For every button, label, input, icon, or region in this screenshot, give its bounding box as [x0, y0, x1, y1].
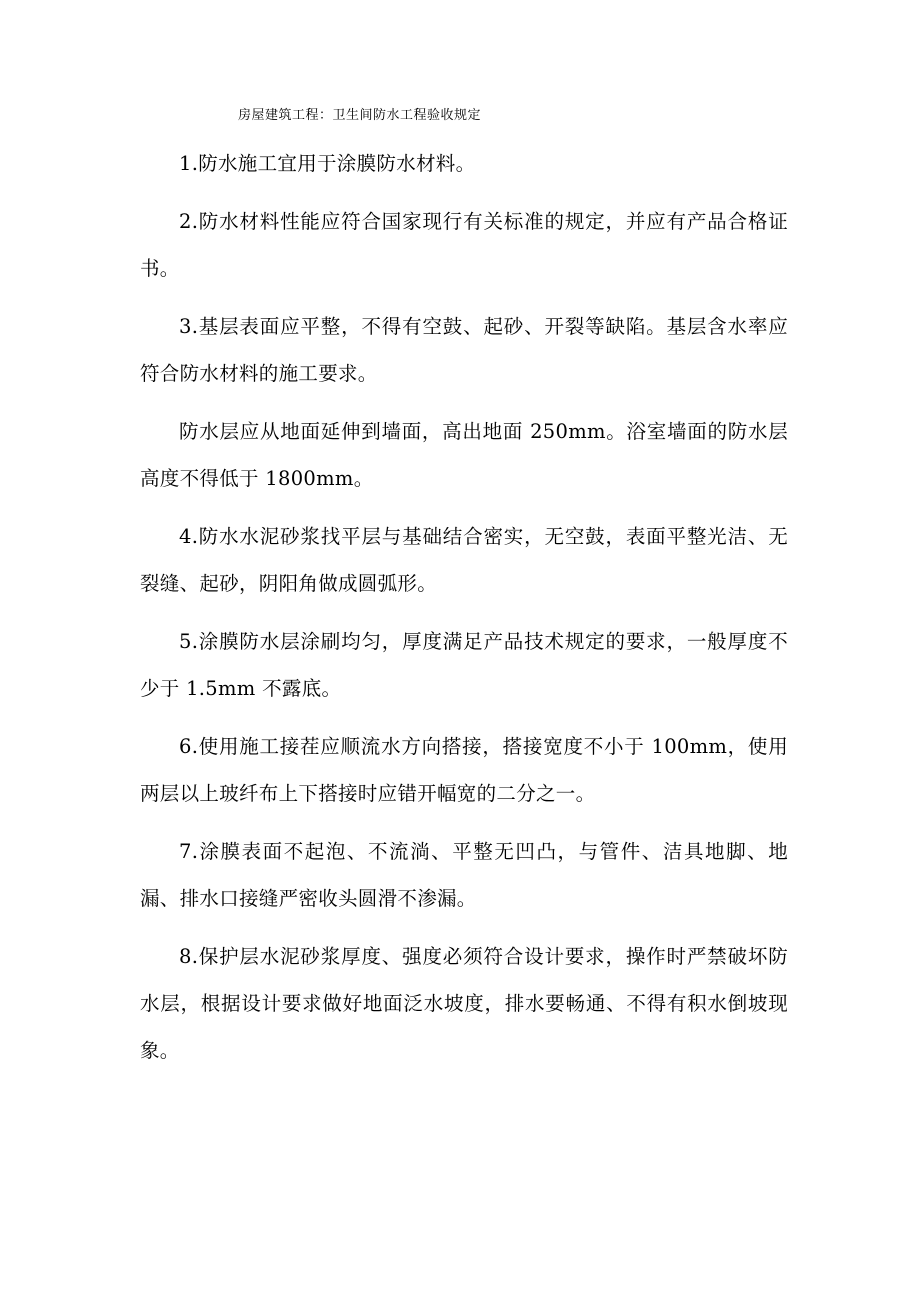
- paragraph-5: 5.涂膜防水层涂刷均匀，厚度满足产品技术规定的要求，一般厚度不少于 1.5mm 不露底。: [140, 630, 788, 700]
- paragraph-6: 6.使用施工接茬应顺流水方向搭接，搭接宽度不小于 100mm，使用两层以上玻纤布上下搭接时应错开幅宽的二分之一。: [140, 735, 788, 805]
- document-body: [140, 140, 788, 1085]
- document-header: 房屋建筑工程：卫生间防水工程验收规定: [238, 108, 482, 123]
- paragraph-4: 4.防水水泥砂浆找平层与基础结合密实，无空鼓，表面平整光洁、无裂缝、起砂，阴阳角做成圆弧形。: [140, 525, 788, 595]
- paragraph-7: 7.涂膜表面不起泡、不流淌、平整无凹凸，与管件、洁具地脚、地漏、排水口接缝严密收头圆滑不渗漏。: [140, 840, 788, 910]
- paragraph-1: 1.防水施工宜用于涂膜防水材料。: [179, 152, 476, 175]
- paragraph-3-note: 防水层应从地面延伸到墙面，高出地面 250mm。浴室墙面的防水层高度不得低于 1800mm。: [140, 420, 788, 490]
- paragraph-2: 2.防水材料性能应符合国家现行有关标准的规定，并应有产品合格证书。: [140, 210, 788, 280]
- paragraph-3: 3.基层表面应平整，不得有空鼓、起砂、开裂等缺陷。基层含水率应符合防水材料的施工要求。: [140, 315, 788, 385]
- paragraph-8: 8.保护层水泥砂浆厚度、强度必须符合设计要求，操作时严禁破坏防水层，根据设计要求做好地面泛水坡度，排水要畅通、不得有积水倒坡现象。: [140, 945, 788, 1062]
